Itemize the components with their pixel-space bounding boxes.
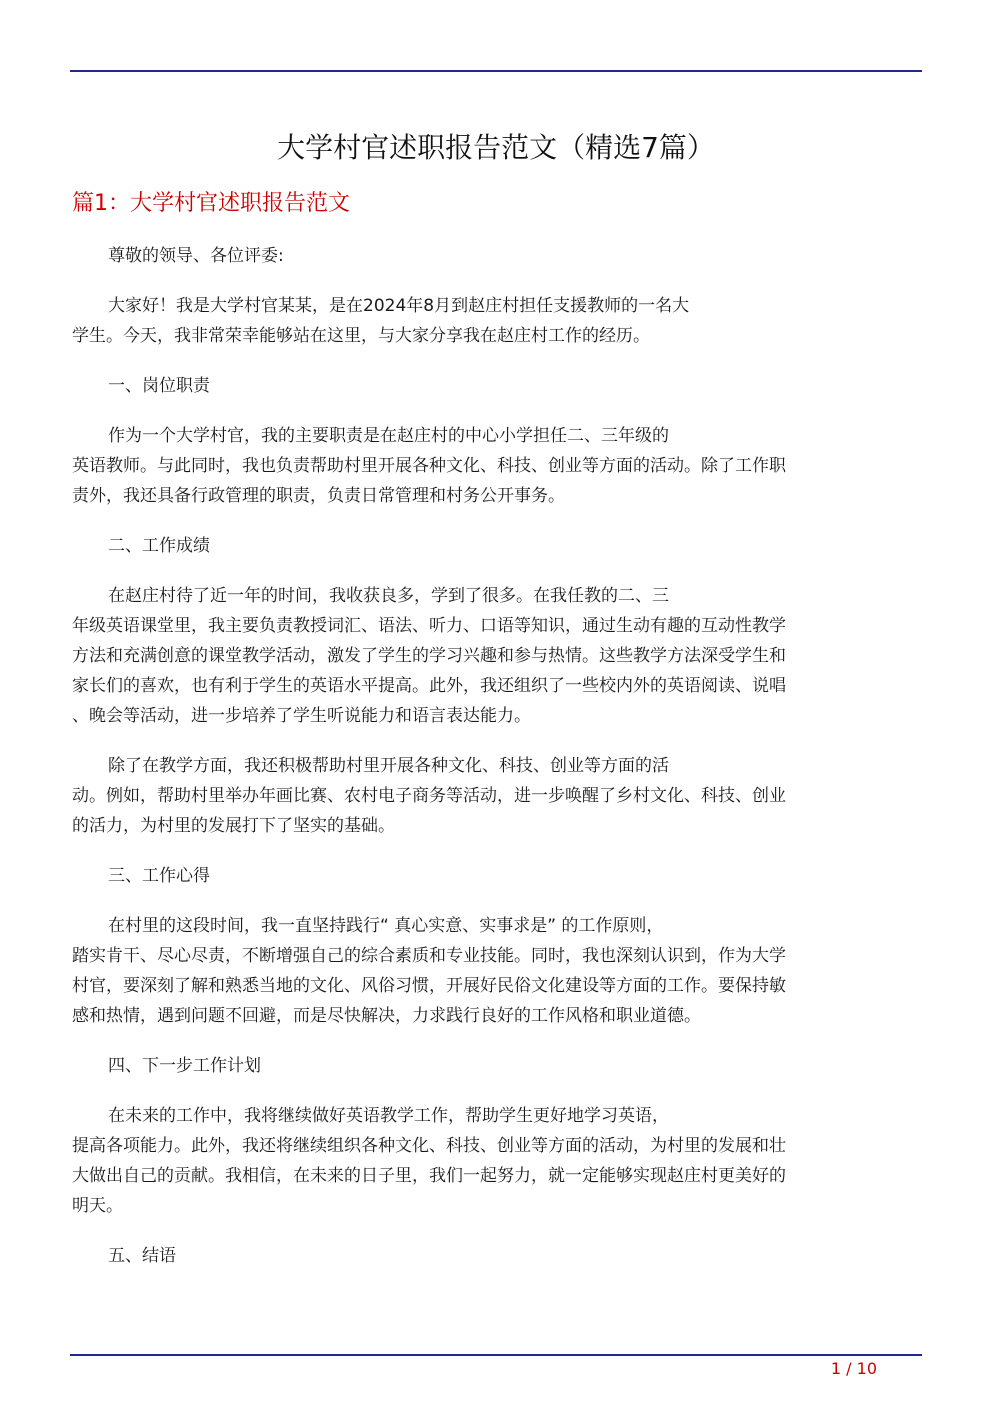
document-body xyxy=(72,241,912,1291)
paragraph xyxy=(72,421,912,511)
subheading xyxy=(72,531,912,561)
subheading xyxy=(72,1241,912,1271)
paragraph xyxy=(72,911,912,1031)
text-line: 在赵庄村待了近一年的时间，我收获良多，学到了很多。在我任教的二、三 xyxy=(108,586,669,606)
paragraph xyxy=(72,1101,912,1221)
text-line: 感和热情，遇到问题不回避，而是尽快解决，力求践行良好的工作风格和职业道德。 xyxy=(72,1006,701,1026)
text-line: 作为一个大学村官，我的主要职责是在赵庄村的中心小学担任二、三年级的 xyxy=(108,426,669,446)
text-line: 四、下一步工作计划 xyxy=(108,1056,261,1076)
text-line: 大做出自己的贡献。我相信，在未来的日子里，我们一起努力，就一定能够实现赵庄村更美好的 xyxy=(72,1166,786,1186)
text-line: 踏实肯干、尽心尽责，不断增强自己的综合素质和专业技能。同时，我也深刻认识到，作为大学 xyxy=(72,946,786,966)
paragraph xyxy=(72,581,912,731)
text-line: 三、工作心得 xyxy=(108,866,210,886)
text-line: 方法和充满创意的课堂教学活动，激发了学生的学习兴趣和参与热情。这些教学方法深受学生和 xyxy=(72,646,786,666)
text-line: 提高各项能力。此外，我还将继续组织各种文化、科技、创业等方面的活动，为村里的发展和壮 xyxy=(72,1136,786,1156)
text-line: 动。例如，帮助村里举办年画比赛、农村电子商务等活动，进一步唤醒了乡村文化、科技、创业 xyxy=(72,786,786,806)
text-line: 英语教师。与此同时，我也负责帮助村里开展各种文化、科技、创业等方面的活动。除了工作职 xyxy=(72,456,786,476)
subheading xyxy=(72,1051,912,1081)
paragraph xyxy=(72,751,912,841)
text-line: 学生。今天，我非常荣幸能够站在这里，与大家分享我在赵庄村工作的经历。 xyxy=(72,326,650,346)
subheading xyxy=(72,371,912,401)
text-line: 的活力，为村里的发展打下了坚实的基础。 xyxy=(72,816,395,836)
header-rule xyxy=(70,70,922,72)
text-line: 在未来的工作中，我将继续做好英语教学工作，帮助学生更好地学习英语， xyxy=(108,1106,669,1126)
text-line: 、晚会等活动，进一步培养了学生听说能力和语言表达能力。 xyxy=(72,706,531,726)
text-line: 除了在教学方面，我还积极帮助村里开展各种文化、科技、创业等方面的活 xyxy=(108,756,669,776)
text-line: 二、工作成绩 xyxy=(108,536,210,556)
page-number: 1 / 10 xyxy=(830,1359,877,1378)
text-line: 责外，我还具备行政管理的职责，负责日常管理和村务公开事务。 xyxy=(72,486,565,506)
text-line: 在村里的这段时间，我一直坚持践行“ 真心实意、实事求是” 的工作原则， xyxy=(108,916,664,936)
paragraph xyxy=(72,241,912,271)
paragraph xyxy=(72,291,912,351)
text-line: 年级英语课堂里，我主要负责教授词汇、语法、听力、口语等知识，通过生动有趣的互动性教学 xyxy=(72,616,786,636)
footer-rule xyxy=(70,1354,922,1356)
subheading xyxy=(72,861,912,891)
text-line: 大家好！我是大学村官某某，是在2024年8月到赵庄村担任支援教师的一名大 xyxy=(108,296,690,316)
text-line: 村官，要深刻了解和熟悉当地的文化、风俗习惯，开展好民俗文化建设等方面的工作。要保持敏 xyxy=(72,976,786,996)
text-line: 五、结语 xyxy=(108,1246,176,1266)
text-line: 尊敬的领导、各位评委: xyxy=(108,246,284,266)
text-line: 一、岗位职责 xyxy=(108,376,210,396)
text-line: 家长们的喜欢，也有利于学生的英语水平提高。此外，我还组织了一些校内外的英语阅读、说唱 xyxy=(72,676,786,696)
section-heading: 篇1：大学村官述职报告范文 xyxy=(72,191,350,216)
text-line: 明天。 xyxy=(72,1196,123,1216)
document-title: 大学村官述职报告范文（精选7篇） xyxy=(277,131,715,164)
